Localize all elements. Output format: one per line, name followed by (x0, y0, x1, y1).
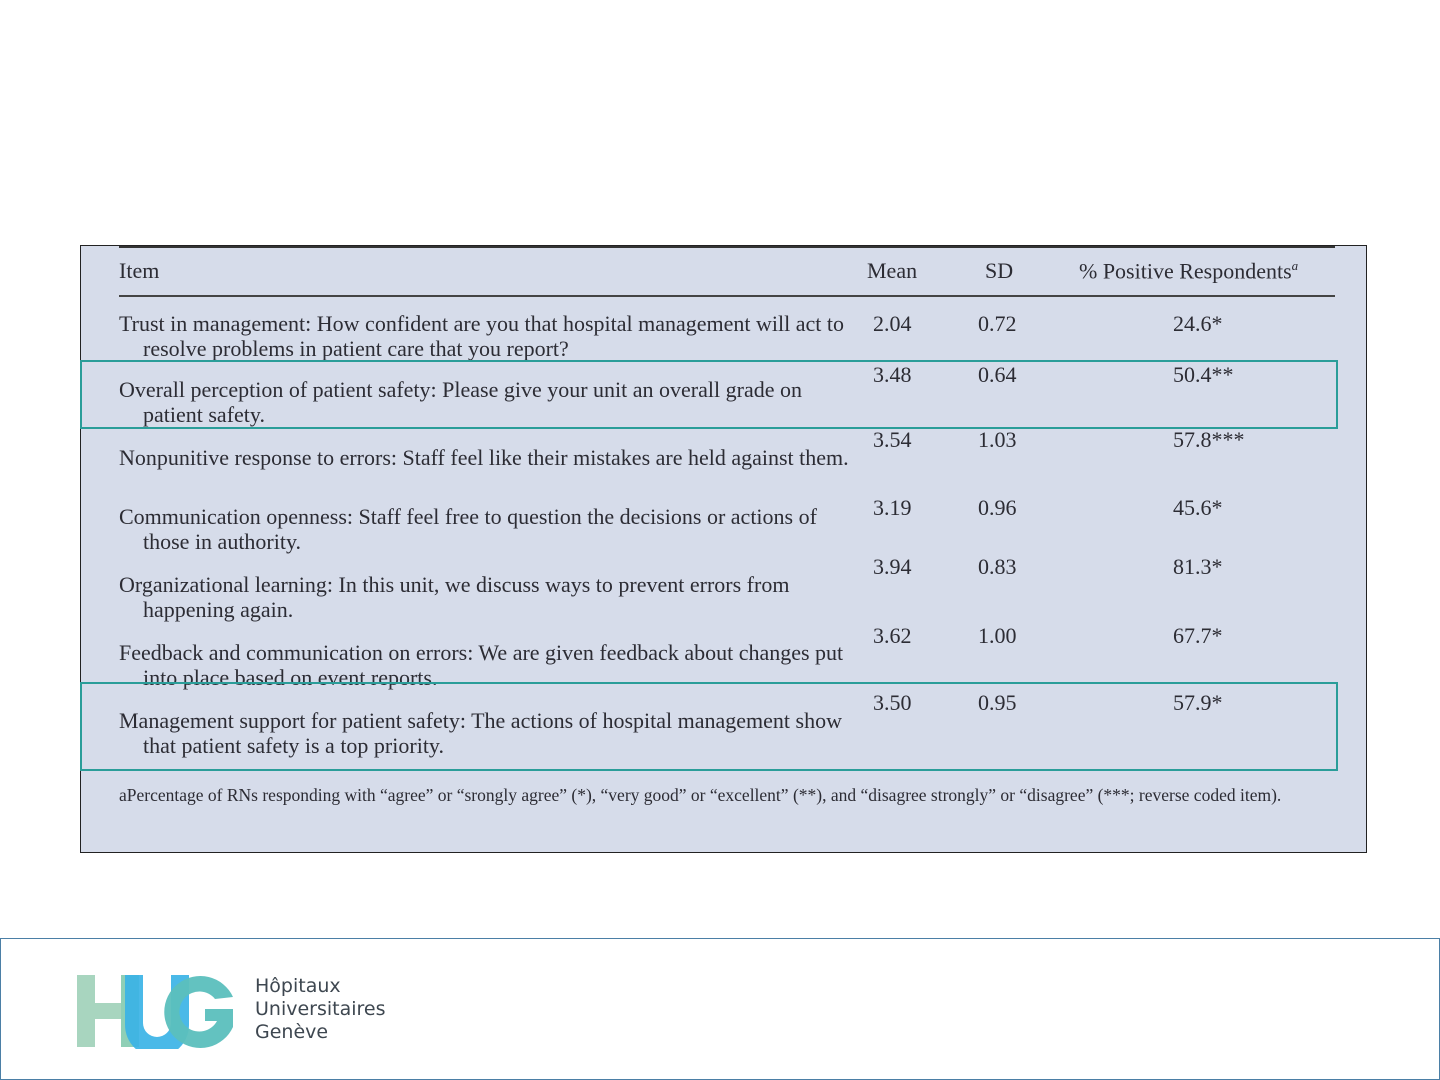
table-row-mean: 3.50 (873, 690, 912, 715)
table-row-item: Nonpunitive response to errors: Staff feel like their mistakes are held against them. (119, 445, 849, 470)
highlight-box-overall-perception (80, 360, 1338, 429)
table-row-sd: 0.96 (978, 495, 1017, 520)
hospital-name-line1: Hôpitaux (255, 975, 341, 997)
hug-logo (77, 975, 235, 1054)
table-row-sd: 0.72 (978, 311, 1017, 336)
header-mean: Mean (867, 258, 918, 283)
table-row-item: Feedback and communication on errors: We are given feedback about changes put into place based on event reports. (119, 640, 844, 690)
table-row-positive: 24.6* (1173, 311, 1223, 336)
table-row-sd: 1.00 (978, 623, 1017, 648)
hospital-name-line3: Genève (255, 1021, 329, 1043)
table-row-positive: 57.9* (1173, 690, 1223, 715)
hospital-name-line2: Universitaires (255, 998, 386, 1020)
table-row-mean: 3.54 (873, 427, 912, 452)
table-row-positive: 45.6* (1173, 495, 1223, 520)
table-row-item: Communication openness: Staff feel free to question the decisions or actions of those in authority. (119, 504, 817, 554)
header-positive-note: a (1291, 258, 1299, 273)
table-header-rule (119, 295, 1335, 297)
table-row-mean: 3.62 (873, 623, 912, 648)
table-top-rule (119, 246, 1335, 248)
header-positive: % Positive Respondents$^a$ (1079, 258, 1299, 284)
table-row-item: Trust in management: How confident are you that hospital management will act to resolve problems in patient care that you report? (119, 311, 845, 361)
table-row-sd: 0.83 (978, 554, 1017, 579)
table-row-positive: 50.4** (1173, 362, 1234, 387)
table-row-mean: 3.94 (873, 554, 912, 579)
table-row-mean: 2.04 (873, 311, 912, 336)
table-row-positive: 57.8*** (1173, 427, 1245, 452)
table-row-item: Organizational learning: In this unit, we discuss ways to prevent errors from happening again. (119, 572, 790, 622)
table-row-item: Overall perception of patient safety: Please give your unit an overall grade on patient safety. (119, 377, 802, 427)
table-row-positive: 67.7* (1173, 623, 1223, 648)
header-item: Item (119, 258, 160, 283)
table-footnote: aPercentage of RNs responding with “agree” or “srongly agree” (*), “very good” or “excellent” (**), and “disagree strongly” or “disagree” (***; reverse coded item). (119, 785, 1282, 805)
table-row-sd: 1.03 (978, 427, 1017, 452)
table-row-item: Management support for patient safety: The actions of hospital management show that patient safety is a top priority. (119, 708, 842, 758)
hug-logo-mark-icon (77, 975, 235, 1049)
header-sd: SD (985, 258, 1014, 283)
table-row-mean: 3.48 (873, 362, 912, 387)
table-row-sd: 0.64 (978, 362, 1017, 387)
table-row-sd: 0.95 (978, 690, 1017, 715)
footer-bar (0, 938, 1440, 1080)
highlight-box-management-support (80, 682, 1338, 771)
table-row-mean: 3.19 (873, 495, 912, 520)
table-row-positive: 81.3* (1173, 554, 1223, 579)
hospital-name (255, 975, 386, 1044)
